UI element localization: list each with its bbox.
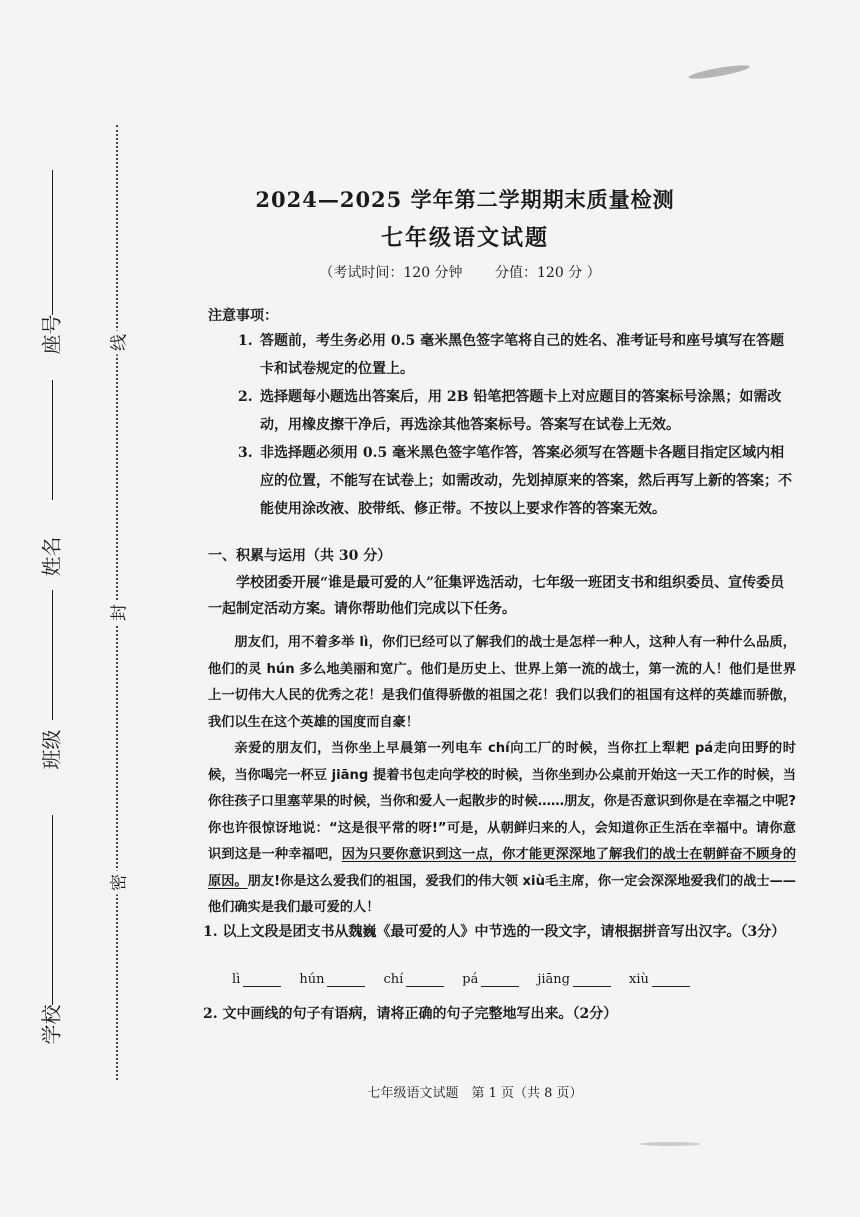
page-footer: 七年级语文试题 第 1 页（共 8 页） [367, 1086, 583, 1101]
answer-blank[interactable] [406, 972, 444, 987]
class-blank-line [52, 590, 53, 720]
pinyin-blank[interactable] [383, 972, 444, 987]
pinyin-text: chí [383, 972, 404, 987]
note-number: 3. [238, 445, 253, 461]
exam-info [0, 262, 860, 282]
note-number: 1. [238, 333, 253, 349]
note-number: 2. [238, 389, 253, 405]
notes-heading: 注意事项： [208, 308, 278, 324]
section-intro: 学校团委开展“谁是最可爱的人”征集评选活动，七年级一班团支书和组织委员、宣传委员一起制定活动方案。请你帮助他们完成以下任务。 [208, 575, 785, 617]
section-heading: 一、积累与运用（共 30 分） [208, 548, 392, 564]
passage-paragraph-1: 朋友们，用不着多举 lì，你们已经可以了解我们的战士是怎样一种人，这种人有一种什么品质，他们的灵 hún 多么地美丽和宽广。他们是历史上、世界上第一流的战士，第一流的人！他们是世界上一切伟大人民的优秀之花！是我们值得骄傲的祖国之花！我们以我们的祖国有这样的英雄而骄傲，我们以生在这个英雄的国度而自豪！ [208, 635, 796, 730]
answer-blank[interactable] [327, 972, 365, 987]
pinyin-blank[interactable] [299, 972, 365, 987]
note-text: 非选择题必须用 0.5 毫米黑色签字笔作答，答案必须写在答题卡各题目指定区域内相应的位置，不能写在试卷上；如需改动，先划掉原来的答案，然后再写上新的答案；不能使用涂改液、胶带纸、修正带。不按以上要求作答的答案无效。 [260, 445, 792, 517]
exam-score: 分值：120 分 ） [495, 265, 601, 281]
pinyin-blanks [232, 972, 702, 987]
answer-blank[interactable] [652, 972, 690, 987]
school-blank-line [52, 815, 53, 1005]
passage-paragraph-2 [208, 736, 796, 922]
pinyin-text: xiù [628, 972, 649, 987]
passage-text: 朋友!你是这么爱我们的祖国，爱我们的伟大领 xiù毛主席，你一定会深深地爱我们的战士——他们确实是我们最可爱的人！ [208, 873, 796, 915]
answer-blank[interactable] [481, 972, 519, 987]
scan-smudge [688, 63, 750, 82]
scan-smudge [640, 1142, 700, 1146]
note-item [238, 439, 798, 523]
name-label: 姓名 [39, 536, 64, 577]
seat-number-label: 座号 [39, 314, 64, 355]
pinyin-text: jiāng [537, 972, 570, 987]
answer-blank[interactable] [573, 972, 611, 987]
exam-title: 2024—2025 学年第二学期期末质量检测 [255, 187, 675, 212]
pinyin-blank[interactable] [629, 972, 690, 987]
answer-blank[interactable] [243, 972, 281, 987]
reading-passage [208, 630, 796, 922]
class-label: 班级 [39, 729, 64, 770]
question-1: 1. 以上文段是团支书从魏巍《最可爱的人》中节选的一段文字，请根据拼音写出汉字。（3分） [203, 924, 786, 940]
binding-word-xian: 线 [105, 331, 130, 355]
pinyin-blank[interactable] [462, 972, 519, 987]
pinyin-blank[interactable] [232, 972, 281, 987]
passage-text: 亲爱的朋友们，当你坐上早晨第一列电车 chí向工厂的时候，当你扛上犁耙 pá走向田野的时候，当你喝完一杯豆 jiāng 提着书包走向学校的时候，当你坐到办公桌前开始这一天工作的时候，当你往孩子口里塞苹果的时候，当你和爱人一起散步的时候……朋友，你是否意识到你是在幸福之中呢?你也许很惊讶地说：“这是很平常的呀!”可是，从朝鲜归来的人，会知道你正生活在幸福中。请你意识到这是一种幸福吧， [208, 741, 796, 862]
exam-subtitle: 七年级语文试题 [380, 225, 549, 251]
notes-list [238, 327, 798, 523]
name-blank-line [52, 380, 53, 500]
binding-word-feng: 封 [105, 601, 130, 625]
pinyin-text: hún [299, 972, 325, 987]
pinyin-text: lì [232, 972, 241, 987]
school-label: 学校 [39, 1004, 64, 1045]
question-2: 2. 文中画线的句子有语病，请将正确的句子完整地写出来。（2分） [203, 1006, 618, 1022]
exam-time: （考试时间：120 分钟 [319, 265, 463, 281]
note-text: 选择题每小题选出答案后，用 2B 铅笔把答题卡上对应题目的答案标号涂黑；如需改动，用橡皮擦干净后，再选涂其他答案标号。答案写在试卷上无效。 [260, 389, 782, 433]
binding-word-mi: 密 [105, 871, 130, 895]
note-item [238, 383, 798, 439]
pinyin-blank[interactable] [537, 972, 611, 987]
pinyin-text: pá [462, 972, 479, 987]
underlined-sentence: 因为只要你意识到这一点，你才能更深深地了解我们的战士在朝鲜奋不顾身的原因。 [208, 847, 797, 889]
note-text: 答题前，考生务必用 0.5 毫米黑色签字笔将自己的姓名、准考证号和座号填写在答题卡和试卷规定的位置上。 [260, 333, 785, 377]
note-item [238, 327, 798, 383]
